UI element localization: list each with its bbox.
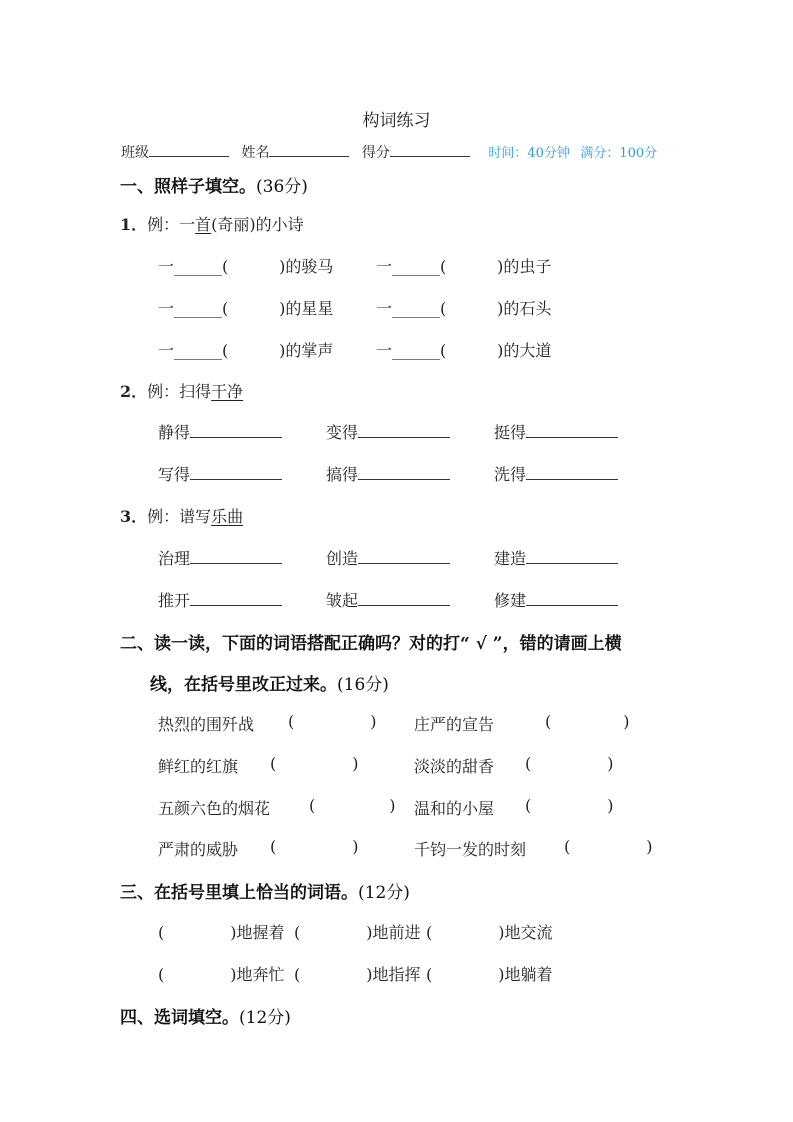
section-1-heading xyxy=(120,172,308,197)
s3-word: 地指挥 xyxy=(372,965,421,984)
q1-ex-underlined: 首 xyxy=(195,215,212,234)
q2-word: 静得 xyxy=(158,423,191,442)
section-2-title-line2: 线，在括号里改正过来。 xyxy=(150,675,337,695)
q3-number: 3． xyxy=(120,507,148,526)
q2-word: 搞得 xyxy=(326,465,359,484)
s3-item[interactable]: ( )地指挥 xyxy=(294,965,421,984)
s3-item[interactable]: ( )地奔忙 xyxy=(158,965,285,984)
q3-blank[interactable] xyxy=(526,590,618,606)
s2-phrase: 热烈的围歼战 xyxy=(158,715,255,734)
class-label: 班级 xyxy=(121,145,149,161)
s2-answer-paren[interactable]: ( ) xyxy=(288,712,377,731)
section-4-score: (12分) xyxy=(239,1008,291,1028)
q3-ex-prefix: 例：谱写 xyxy=(147,507,212,526)
q2-item[interactable] xyxy=(326,462,450,485)
s3-word: 地奔忙 xyxy=(236,965,285,984)
s2-answer-paren[interactable]: ( ) xyxy=(545,712,630,731)
section-1-title: 一、照样子填空。 xyxy=(120,177,256,197)
q3-item[interactable] xyxy=(326,588,450,611)
s3-item[interactable]: ( )地躺着 xyxy=(426,965,553,984)
q2-number: 2． xyxy=(120,382,148,401)
q2-item[interactable] xyxy=(494,462,618,485)
s3-item[interactable]: ( )地前进 xyxy=(294,923,421,942)
section-2-score: (16分) xyxy=(337,675,389,695)
q2-ex-underlined: 干净 xyxy=(211,382,244,401)
q3-blank[interactable] xyxy=(190,548,282,564)
q2-item[interactable] xyxy=(326,420,450,443)
section-2-heading-line2 xyxy=(150,670,389,695)
q2-blank[interactable] xyxy=(358,464,450,480)
s3-item[interactable]: ( )地握着 xyxy=(158,923,285,942)
s3-word: 地握着 xyxy=(236,923,285,942)
section-3-title: 三、在括号里填上恰当的词语。 xyxy=(120,883,358,903)
section-2-title-line1: 二、读一读，下面的词语搭配正确吗？对的打“ √ ”，错的请画上横 xyxy=(120,634,622,654)
s2-answer-paren[interactable]: ( ) xyxy=(564,837,653,856)
q3-item[interactable] xyxy=(494,588,618,611)
q3-blank[interactable] xyxy=(190,590,282,606)
s3-word: 地躺着 xyxy=(504,965,553,984)
q2-word: 变得 xyxy=(326,423,359,442)
s3-item[interactable]: ( )地交流 xyxy=(426,923,553,942)
q3-blank[interactable] xyxy=(526,548,618,564)
q2-ex-prefix: 例：扫得 xyxy=(147,382,212,401)
section-1-score: (36分) xyxy=(256,177,308,197)
section-3-score: (12分) xyxy=(358,883,410,903)
page-title: 构词练习 xyxy=(362,111,431,131)
q3-word: 修建 xyxy=(494,591,527,610)
q1-example xyxy=(120,212,304,235)
q3-word: 治理 xyxy=(158,549,191,568)
q3-item[interactable] xyxy=(326,546,450,569)
q3-blank[interactable] xyxy=(358,548,450,564)
q1-row-1-left[interactable]: 一______( )的骏马 xyxy=(158,257,334,276)
q3-word: 建造 xyxy=(494,549,527,568)
s2-answer-paren[interactable]: ( ) xyxy=(525,754,614,773)
q2-item[interactable] xyxy=(158,462,282,485)
q2-word: 洗得 xyxy=(494,465,527,484)
q3-blank[interactable] xyxy=(358,590,450,606)
q1-number: 1． xyxy=(120,215,148,234)
s2-answer-paren[interactable]: ( ) xyxy=(309,796,396,815)
q3-item[interactable] xyxy=(158,588,282,611)
score-blank[interactable] xyxy=(390,141,470,157)
s2-answer-paren[interactable]: ( ) xyxy=(270,754,359,773)
q2-example xyxy=(120,379,243,402)
name-blank[interactable] xyxy=(269,141,349,157)
section-4-heading xyxy=(120,1003,291,1028)
q1-row-1-right[interactable]: 一______( )的虫子 xyxy=(376,257,552,276)
section-3-heading xyxy=(120,878,410,903)
q1-row-2-left[interactable]: 一______( )的星星 xyxy=(158,299,334,318)
s2-phrase: 淡淡的甜香 xyxy=(414,757,495,776)
s2-phrase: 温和的小屋 xyxy=(414,799,495,818)
info-line xyxy=(121,141,657,162)
q1-row-3-left[interactable]: 一______( )的掌声 xyxy=(158,341,334,360)
q2-blank[interactable] xyxy=(358,422,450,438)
s2-answer-paren[interactable]: ( ) xyxy=(525,796,614,815)
q2-blank[interactable] xyxy=(190,422,282,438)
s2-phrase: 五颜六色的烟花 xyxy=(158,799,271,818)
q2-word: 挺得 xyxy=(494,423,527,442)
s2-phrase: 千钧一发的时刻 xyxy=(414,840,527,859)
s2-phrase: 鲜红的红旗 xyxy=(158,757,239,776)
q1-ex-rest: (奇丽)的小诗 xyxy=(211,215,304,234)
q3-ex-underlined: 乐曲 xyxy=(211,507,244,526)
q2-word: 写得 xyxy=(158,465,191,484)
q1-ex-prefix: 例：一 xyxy=(147,215,196,234)
section-4-title: 四、选词填空。 xyxy=(120,1008,239,1028)
s2-phrase: 严肃的威胁 xyxy=(158,840,239,859)
q3-word: 皱起 xyxy=(326,591,359,610)
s3-word: 地交流 xyxy=(504,923,553,942)
q3-word: 推开 xyxy=(158,591,191,610)
s3-word: 地前进 xyxy=(372,923,421,942)
q3-word: 创造 xyxy=(326,549,359,568)
q3-example xyxy=(120,504,243,527)
q2-item[interactable] xyxy=(494,420,618,443)
q1-row-2-right[interactable]: 一______( )的石头 xyxy=(376,299,552,318)
q1-row-3-right[interactable]: 一______( )的大道 xyxy=(376,341,552,360)
full-score-text: 满分：100分 xyxy=(580,146,658,161)
q3-item[interactable] xyxy=(494,546,618,569)
s2-answer-paren[interactable]: ( ) xyxy=(270,837,359,856)
class-blank[interactable] xyxy=(149,141,229,157)
time-text: 时间：40分钟 xyxy=(488,146,570,161)
q2-item[interactable] xyxy=(158,420,282,443)
q3-item[interactable] xyxy=(158,546,282,569)
q2-blank[interactable] xyxy=(190,464,282,480)
q2-blank[interactable] xyxy=(526,464,618,480)
q2-blank[interactable] xyxy=(526,422,618,438)
name-label: 姓名 xyxy=(241,145,270,161)
score-label: 得分 xyxy=(361,145,390,161)
s2-phrase: 庄严的宣告 xyxy=(414,715,495,734)
